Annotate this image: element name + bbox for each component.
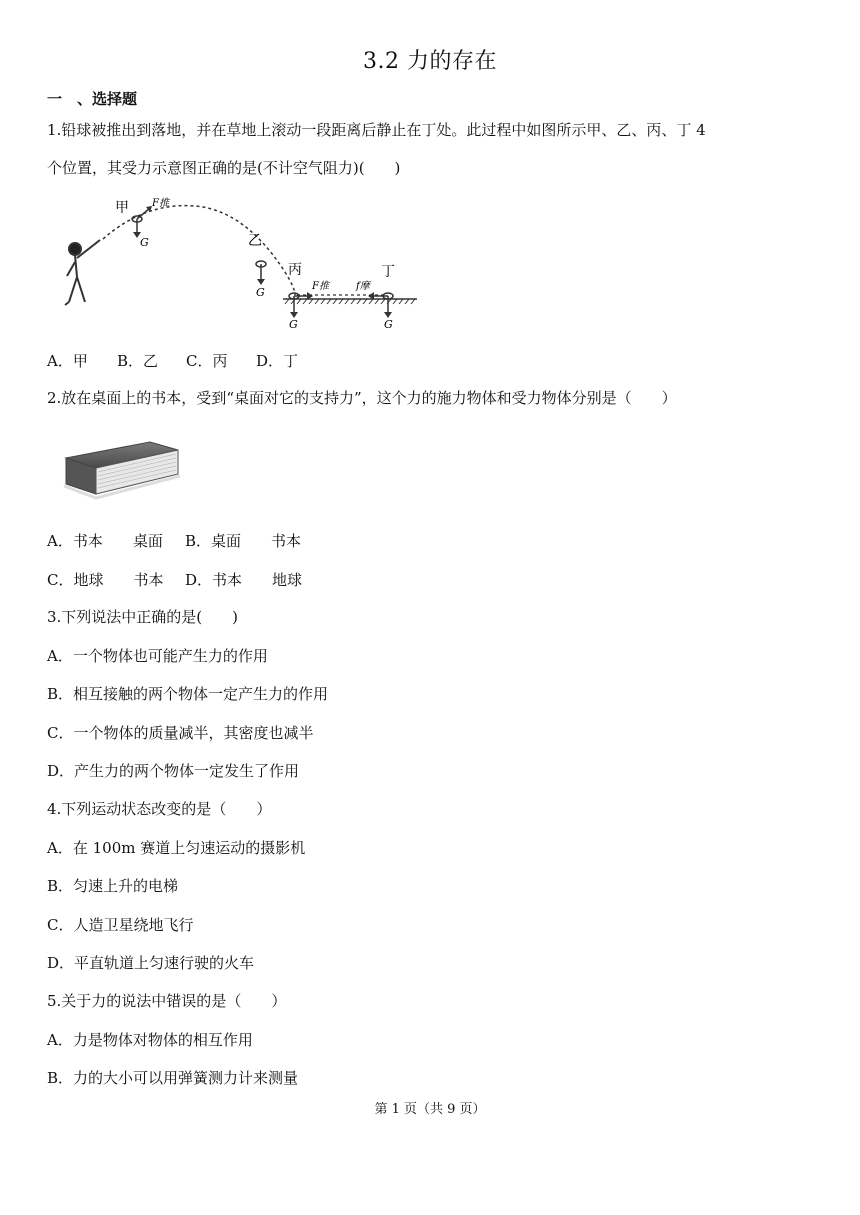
question-2-option-c: C．地球 书本 bbox=[47, 571, 164, 589]
question-3-option-b: B．相互接触的两个物体一定产生力的作用 bbox=[47, 685, 329, 703]
label-ding: 丁 bbox=[381, 264, 395, 280]
label-yi: 乙 bbox=[248, 233, 262, 249]
question-1-option-d: D．丁 bbox=[256, 352, 299, 370]
question-1-option-c: C．丙 bbox=[186, 352, 228, 370]
page-title: 3.2 力的存在 bbox=[363, 49, 497, 74]
label-jia: 甲 bbox=[115, 200, 129, 216]
question-2-options-row-2 bbox=[47, 569, 302, 590]
question-2-option-d: D．书本 地球 bbox=[185, 571, 303, 589]
question-4-option-b: B．匀速上升的电梯 bbox=[47, 877, 179, 895]
shot-put-diagram bbox=[55, 192, 425, 334]
question-1-line-2: 个位置，其受力示意图正确的是(不计空气阻力)( ) bbox=[47, 159, 401, 177]
question-1-options bbox=[47, 350, 298, 371]
label-g-bing: G bbox=[289, 318, 298, 331]
question-3-option-d: D．产生力的两个物体一定发生了作用 bbox=[47, 762, 300, 780]
label-f-jia: F推 bbox=[152, 198, 169, 209]
question-2-options-row-1 bbox=[47, 530, 301, 551]
question-2-line-1: 2.放在桌面上的书本，受到“桌面对它的支持力”，这个力的施力物体和受力物体分别是（ ） bbox=[47, 389, 677, 407]
question-5-option-b: B．力的大小可以用弹簧测力计来测量 bbox=[47, 1069, 299, 1087]
question-4-option-a: A．在 100m 赛道上匀速运动的摄影机 bbox=[47, 839, 306, 857]
question-1-line-1: 1.铅球被推出到落地，并在草地上滚动一段距离后静止在丁处。此过程中如图所示甲、乙、丙、丁 4 bbox=[47, 121, 706, 139]
label-f-bing: F推 bbox=[312, 281, 329, 292]
question-1-option-a: A．甲 bbox=[47, 352, 88, 370]
question-3-option-a: A．一个物体也可能产生力的作用 bbox=[47, 647, 268, 665]
book-image bbox=[58, 436, 182, 508]
question-5-line-1: 5.关于力的说法中错误的是（ ） bbox=[47, 992, 287, 1010]
athlete-figure bbox=[65, 240, 100, 305]
page-footer: 第 1 页（共 9 页） bbox=[374, 1102, 486, 1117]
section-heading: 一 、选择题 bbox=[47, 90, 138, 108]
label-g-ding: G bbox=[384, 318, 393, 331]
question-3-line-1: 3.下列说法中正确的是( ) bbox=[47, 608, 239, 626]
label-g-yi: G bbox=[256, 286, 265, 299]
label-f-ding: f摩 bbox=[356, 281, 370, 292]
question-2-option-a: A．书本 桌面 bbox=[47, 532, 163, 550]
question-5-option-a: A．力是物体对物体的相互作用 bbox=[47, 1031, 253, 1049]
question-2-option-b: B．桌面 书本 bbox=[185, 532, 302, 550]
question-1-option-b: B．乙 bbox=[117, 352, 159, 370]
question-4-option-c: C．人造卫星绕地飞行 bbox=[47, 916, 194, 934]
question-4-line-1: 4.下列运动状态改变的是（ ） bbox=[47, 800, 272, 818]
question-4-option-d: D．平直轨道上匀速行驶的火车 bbox=[47, 954, 255, 972]
label-g-jia: G bbox=[140, 236, 149, 249]
question-3-option-c: C．一个物体的质量减半，其密度也减半 bbox=[47, 724, 314, 742]
label-bing: 丙 bbox=[288, 262, 302, 278]
